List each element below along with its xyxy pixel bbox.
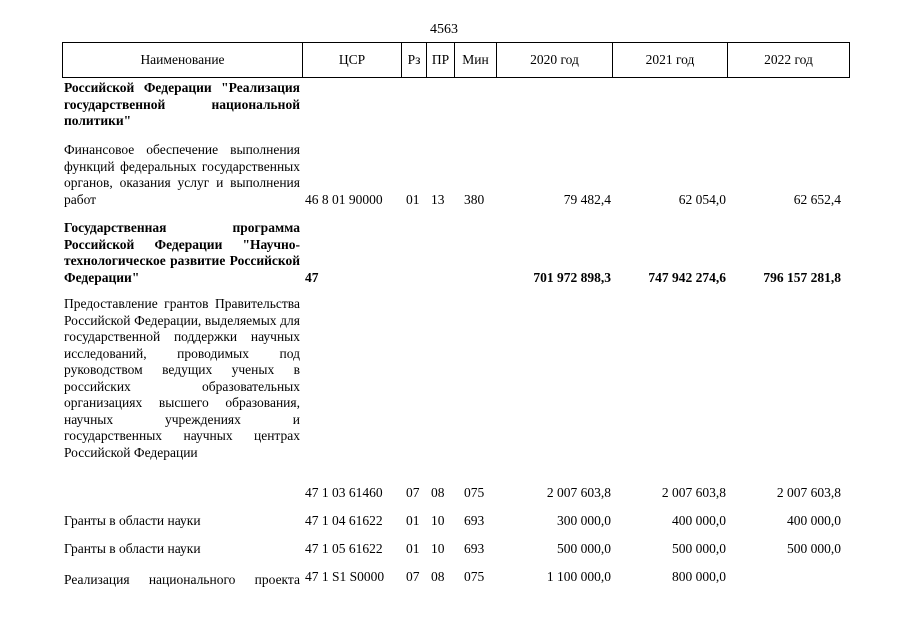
row-2021: 500 000,0 xyxy=(672,541,726,556)
row-rz: 01 xyxy=(406,541,420,556)
row-2021: 800 000,0 xyxy=(672,569,726,584)
row-2021: 747 942 274,6 xyxy=(648,270,726,285)
row-name: Реализация национального проекта xyxy=(64,572,300,587)
header-name: Наименование xyxy=(63,43,303,77)
row-2020: 79 482,4 xyxy=(563,192,611,207)
page-number: 4563 xyxy=(430,22,458,37)
row-csr: 47 1 S1 S0000 xyxy=(305,569,385,584)
row-2022: 500 000,0 xyxy=(787,541,841,556)
header-pr: ПР xyxy=(427,43,455,77)
header-csr: ЦСР xyxy=(303,43,402,77)
row-name: Предоставление грантов Правительства Российской Федерации, выделяемых для государственной поддержки научных исследований, проводимых под руководством ведущих ученых в российских образовательных организациях высшего образования, научных учреждениях и государственных научных центрах Российской Федерации xyxy=(64,296,300,460)
table-header xyxy=(62,42,850,78)
row-min: 693 xyxy=(464,541,485,556)
row-name: Финансовое обеспечение выполнения функций федеральных государственных органов, оказания услуг и выполнения работ xyxy=(64,142,300,207)
row-pr: 13 xyxy=(431,192,445,207)
row-2020: 2 007 603,8 xyxy=(546,485,611,500)
row-2022: 2 007 603,8 xyxy=(776,485,841,500)
row-2020: 500 000,0 xyxy=(557,541,611,556)
row-name: Государственная программа Российской Федерации "Научно-технологическое развитие Российской Федерации" xyxy=(64,220,300,285)
row-2020: 300 000,0 xyxy=(557,513,611,528)
row-2021: 400 000,0 xyxy=(672,513,726,528)
row-csr: 47 1 05 61622 xyxy=(305,541,383,556)
header-2022: 2022 год xyxy=(764,52,813,67)
row-rz: 07 xyxy=(406,485,420,500)
row-2021: 2 007 603,8 xyxy=(661,485,726,500)
row-name: Российской Федерации "Реализация государственной национальной политики" xyxy=(64,80,300,128)
header-rz: Рз xyxy=(402,43,427,77)
row-min: 380 xyxy=(464,192,485,207)
row-name: Гранты в области науки xyxy=(64,513,201,528)
row-2020: 1 100 000,0 xyxy=(546,569,611,584)
row-pr: 10 xyxy=(431,513,445,528)
header-2020: 2020 год xyxy=(497,43,613,77)
row-2022: 400 000,0 xyxy=(787,513,841,528)
row-rz: 07 xyxy=(406,569,420,584)
row-min: 075 xyxy=(464,569,485,584)
row-rz: 01 xyxy=(406,513,420,528)
row-2022: 62 652,4 xyxy=(793,192,841,207)
row-csr: 47 1 04 61622 xyxy=(305,513,383,528)
row-min: 693 xyxy=(464,513,485,528)
header-2021: 2021 год xyxy=(613,43,728,77)
row-csr: 47 1 03 61460 xyxy=(305,485,383,500)
row-2022: 796 157 281,8 xyxy=(763,270,841,285)
row-pr: 08 xyxy=(431,569,445,584)
header-min: Мин xyxy=(455,43,497,77)
row-pr: 08 xyxy=(431,485,445,500)
row-pr: 10 xyxy=(431,541,445,556)
row-rz: 01 xyxy=(406,192,420,207)
row-2020: 701 972 898,3 xyxy=(533,270,611,285)
row-2021: 62 054,0 xyxy=(678,192,726,207)
row-csr: 46 8 01 90000 xyxy=(305,192,383,207)
row-name: Гранты в области науки xyxy=(64,541,201,556)
row-min: 075 xyxy=(464,485,485,500)
row-csr: 47 xyxy=(305,270,319,285)
